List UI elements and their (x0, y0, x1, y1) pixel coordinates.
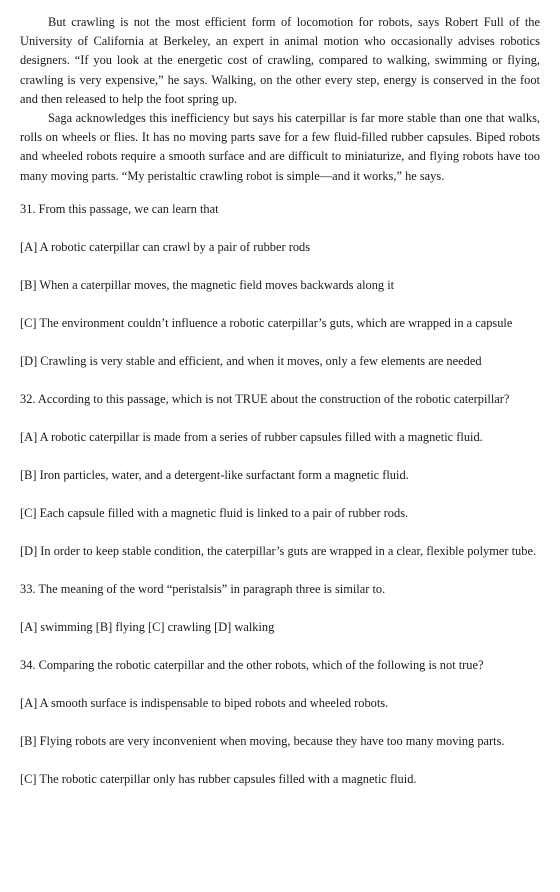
question-32-option-d: [D] In order to keep stable condition, the caterpillar’s guts are wrapped in a clear, flexible polymer tube. (20, 543, 537, 558)
question-32-option-c: [C] Each capsule filled with a magnetic fluid is linked to a pair of rubber rods. (20, 505, 409, 520)
question-32-stem: 32. According to this passage, which is not TRUE about the construction of the robotic caterpillar? (20, 391, 510, 406)
question-31-option-a: [A] A robotic caterpillar can crawl by a pair of rubber rods (20, 239, 311, 254)
question-34-option-c: [C] The robotic caterpillar only has rubber capsules filled with a magnetic fluid. (20, 771, 417, 786)
question-33-stem: 33. The meaning of the word “peristalsis” in paragraph three is similar to. (20, 581, 386, 596)
question-31 (20, 200, 540, 371)
question-32-option-b: [B] Iron particles, water, and a detergent-like surfactant form a magnetic fluid. (20, 467, 409, 482)
question-31-stem: 31. From this passage, we can learn that (20, 201, 219, 216)
question-34 (20, 656, 540, 789)
question-34-stem: 34. Comparing the robotic caterpillar and the other robots, which of the following is not true? (20, 657, 484, 672)
question-32 (20, 390, 540, 561)
question-31-option-b: [B] When a caterpillar moves, the magnetic field moves backwards along it (20, 277, 395, 292)
question-31-option-c: [C] The environment couldn’t influence a robotic caterpillar’s guts, which are wrapped in a capsule (20, 315, 513, 330)
question-31-option-d: [D] Crawling is very stable and efficient, and when it moves, only a few elements are needed (20, 353, 482, 368)
question-33-options: [A] swimming [B] flying [C] crawling [D] walking (20, 619, 275, 634)
passage-paragraph-1: But crawling is not the most efficient form of locomotion for robots, says Robert Full of the University of California at Berkeley, an expert in animal motion who occasionally advises robotics designers. “If you look at the energetic cost of crawling, compared to walking, swimming or flying, crawling is very expensive,” he says. Walking, on the other every step, energy is conserved in the foot and then released to help the foot spring up. (20, 15, 540, 106)
question-32-option-a: [A] A robotic caterpillar is made from a series of rubber capsules filled with a magnetic fluid. (20, 429, 483, 444)
question-34-option-b: [B] Flying robots are very inconvenient when moving, because they have too many moving parts. (20, 733, 505, 748)
question-34-option-a: [A] A smooth surface is indispensable to biped robots and wheeled robots. (20, 695, 389, 710)
passage-paragraph-2: Saga acknowledges this inefficiency but says his caterpillar is far more stable than one that walks, rolls on wheels or flies. It has no moving parts save for a few fluid-filled rubber capsules. Biped robots and wheeled robots require a smooth surface and are difficult to miniaturize, and flying robots have too many moving parts. “My peristaltic crawling robot is simple—and it works,” he says. (20, 111, 540, 183)
question-33 (20, 580, 540, 637)
